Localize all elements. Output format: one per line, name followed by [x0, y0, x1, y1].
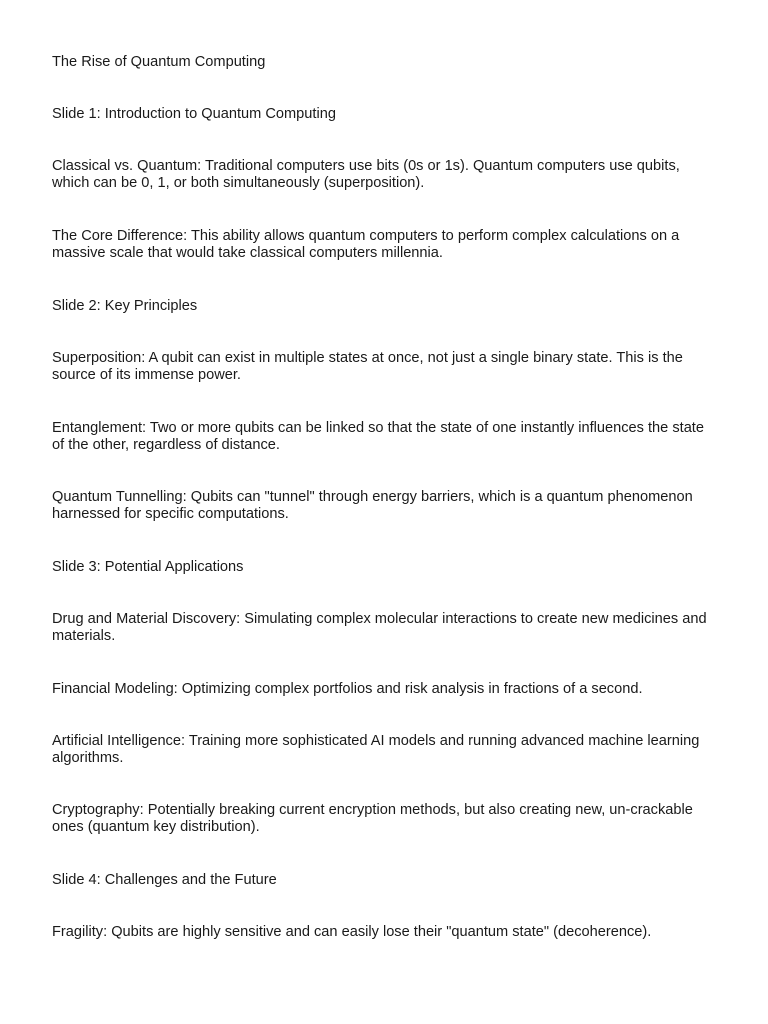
slide-3-point-drug-discovery: Drug and Material Discovery: Simulating complex molecular interactions to create new medicines and materials. [52, 611, 707, 645]
slide-2-point-superposition: Superposition: A qubit can exist in multiple states at once, not just a single binary state. This is the source of its immense power. [52, 350, 683, 384]
slide-2-point-quantum-tunnelling: Quantum Tunnelling: Qubits can "tunnel" through energy barriers, which is a quantum phenomenon harnessed for specific computations. [52, 489, 693, 523]
slide-4-point-fragility: Fragility: Qubits are highly sensitive and can easily lose their "quantum state" (decoherence). [52, 924, 652, 940]
document-title: The Rise of Quantum Computing [52, 54, 266, 70]
slide-1-point-classical-vs-quantum: Classical vs. Quantum: Traditional computers use bits (0s or 1s). Quantum computers use qubits, which can be 0, 1, or both simultaneously (superposition). [52, 158, 680, 192]
slide-3-point-artificial-intelligence: Artificial Intelligence: Training more sophisticated AI models and running advanced machine learning algorithms. [52, 733, 700, 767]
slide-2-point-entanglement: Entanglement: Two or more qubits can be linked so that the state of one instantly influences the state of the other, regardless of distance. [52, 420, 704, 454]
slide-1-point-core-difference: The Core Difference: This ability allows quantum computers to perform complex calculations on a massive scale that would take classical computers millennia. [52, 228, 680, 262]
slide-3-heading: Slide 3: Potential Applications [52, 559, 244, 575]
slide-3-point-financial-modeling: Financial Modeling: Optimizing complex portfolios and risk analysis in fractions of a second. [52, 681, 643, 697]
slide-3-point-cryptography: Cryptography: Potentially breaking current encryption methods, but also creating new, un-crackable ones (quantum key distribution). [52, 802, 693, 836]
slide-4-heading: Slide 4: Challenges and the Future [52, 872, 277, 888]
slide-2-heading: Slide 2: Key Principles [52, 298, 198, 314]
slide-1-heading: Slide 1: Introduction to Quantum Computing [52, 106, 336, 122]
